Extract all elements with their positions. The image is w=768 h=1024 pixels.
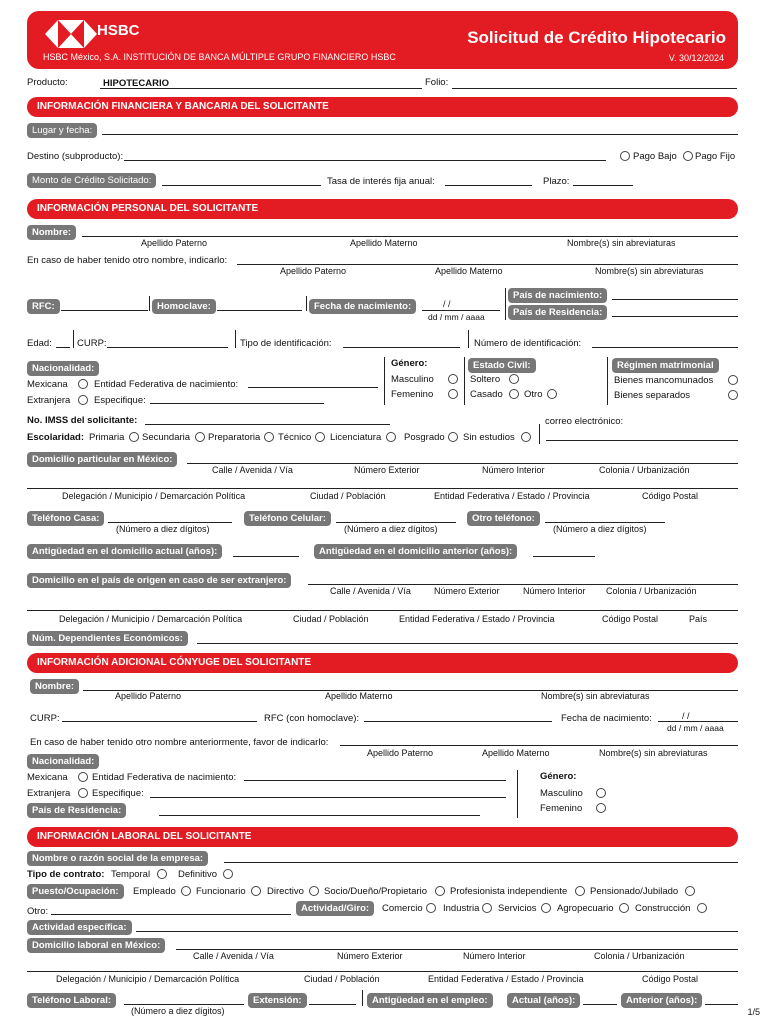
puesto-label: Puesto/Ocupación: (27, 884, 124, 899)
cony-otro-nombre-label: En caso de haber tenido otro nombre anteriormente, favor de indicarlo: (30, 737, 329, 748)
pais-nac-field[interactable] (612, 299, 738, 300)
puesto-empleado-radio[interactable] (181, 886, 191, 896)
rfc-divider (149, 296, 150, 311)
otro-estado-label: Otro (524, 389, 543, 400)
ant-actual-field[interactable] (233, 556, 299, 557)
casado-radio[interactable] (509, 389, 519, 399)
otro-ap-paterno-caption: Apellido Paterno (280, 266, 347, 276)
dom-extranjero-ciudad-field[interactable] (27, 610, 738, 611)
curp-label: CURP: (77, 338, 107, 349)
delegacion-caption: Delegación / Municipio / Demarcación Política (62, 491, 246, 501)
extranjera-radio[interactable] (78, 395, 88, 405)
giro-agropecuario-label: Agropecuario (557, 903, 614, 914)
antiguedad-empleo-label: Antigüedad en el empleo: (367, 993, 493, 1008)
puesto-profesionista-radio[interactable] (575, 886, 585, 896)
colonia-caption: Colonia / Urbanización (599, 465, 690, 475)
hsbc-logo-icon (45, 20, 97, 48)
cony-fecha-nac-label: Fecha de nacimiento: (561, 713, 652, 724)
puesto-pensionado-label: Pensionado/Jubilado (590, 886, 679, 897)
entidad-nac-label: Entidad Federativa de nacimiento: (94, 379, 239, 390)
ciudad-caption: Ciudad / Población (310, 491, 386, 501)
pago-bajo-label: Pago Bajo (633, 151, 677, 162)
section-financiera: INFORMACIÓN FINANCIERA Y BANCARIA DEL SOLICITANTE (27, 97, 738, 117)
cony-curp-label: CURP: (30, 713, 60, 724)
form-header (27, 11, 738, 69)
tel-laboral-caption: (Número a diez dígitos) (131, 1006, 225, 1016)
imss-field[interactable] (145, 424, 390, 425)
ant-actual-label: Antigüedad en el domicilio actual (años): (27, 544, 222, 559)
fecha-nac-format: dd / mm / aaaa (428, 312, 485, 322)
lugar-fecha-label: Lugar y fecha: (27, 123, 97, 138)
imss-label: No. IMSS del solicitante: (27, 415, 138, 426)
cony-rfc-label: RFC (con homoclave): (264, 713, 360, 724)
estado-civil-label: Estado Civil: (468, 358, 536, 373)
section-laboral: INFORMACIÓN LABORAL DEL SOLICITANTE (27, 827, 738, 847)
cony-curp-field[interactable] (62, 721, 257, 722)
section-personal: INFORMACIÓN PERSONAL DEL SOLICITANTE (27, 199, 738, 219)
esc-preparatoria-label: Preparatoria (208, 432, 261, 443)
soltero-radio[interactable] (509, 374, 519, 384)
mexicana-label: Mexicana (27, 379, 68, 390)
cony-nacionalidad-label: Nacionalidad: (27, 754, 99, 769)
tipo-id-field[interactable] (343, 347, 460, 348)
esc-licenciatura-label: Licenciatura (330, 432, 382, 443)
entidad-nac-field[interactable] (248, 387, 378, 388)
temporal-radio[interactable] (157, 869, 167, 879)
tel-cel-label: Teléfono Celular: (244, 511, 331, 526)
extranjera-label: Extranjera (27, 395, 71, 406)
actividad-esp-field[interactable] (136, 931, 738, 932)
femenino-label: Femenino (391, 389, 434, 400)
ext-colonia-caption: Colonia / Urbanización (606, 586, 697, 596)
escolaridad-label: Escolaridad: (27, 432, 85, 443)
homoclave-field[interactable] (217, 310, 302, 311)
otro-nombre-field[interactable] (237, 264, 738, 265)
correo-field[interactable] (546, 440, 738, 441)
lab-num-ext-caption: Número Exterior (337, 951, 403, 961)
tel-casa-caption: (Número a diez dígitos) (116, 524, 210, 534)
extension-field[interactable] (309, 1004, 356, 1005)
antiguedad-divider (362, 990, 363, 1006)
regimen-divider (607, 357, 608, 405)
puesto-funcionario-label: Funcionario (196, 886, 246, 897)
num-id-field[interactable] (592, 347, 738, 348)
puesto-funcionario-radio[interactable] (251, 886, 261, 896)
tel-casa-field[interactable] (108, 522, 232, 523)
folio-label: Folio: (425, 77, 449, 88)
tipo-id-label: Tipo de identificación: (240, 338, 332, 349)
cp-caption: Código Postal (642, 491, 699, 501)
ext-num-ext-caption: Número Exterior (434, 586, 500, 596)
giro-construccion-label: Construcción (635, 903, 691, 914)
cony-otro-nombres-caption: Nombre(s) sin abreviaturas (599, 748, 708, 758)
fecha-nac-field[interactable] (422, 310, 500, 311)
cony-mexicana-radio[interactable] (78, 772, 88, 782)
esc-tecnico-radio[interactable] (315, 432, 325, 442)
domicilio-ciudad-field[interactable] (27, 488, 738, 489)
curp-field[interactable] (107, 347, 228, 348)
actividad-esp-label: Actividad específica: (27, 920, 132, 935)
dom-extranjero-calle-field[interactable] (308, 584, 738, 585)
esc-secundaria-label: Secundaria (142, 432, 191, 443)
regimen-label: Régimen matrimonial (612, 358, 719, 373)
anterior-anios-label: Anterior (años): (621, 993, 702, 1008)
form-title: Solicitud de Crédito Hipotecario (467, 28, 726, 47)
tel-laboral-field[interactable] (124, 1004, 244, 1005)
tasa-label: Tasa de interés fija anual: (327, 176, 435, 187)
tipo-contrato-label: Tipo de contrato: (27, 869, 105, 880)
cony-genero-divider (517, 770, 518, 818)
cony-ap-materno-caption: Apellido Materno (325, 691, 393, 701)
dependientes-label: Núm. Dependientes Económicos: (27, 631, 188, 646)
edad-label: Edad: (27, 338, 52, 349)
lab-cp-caption: Código Postal (642, 974, 699, 984)
cony-genero-label: Género: (540, 771, 577, 782)
ext-delegacion-caption: Delegación / Municipio / Demarcación Política (59, 614, 243, 624)
producto-value: HIPOTECARIO (103, 78, 169, 89)
puesto-empleado-label: Empleado (133, 886, 176, 897)
estado-civil-divider (464, 357, 465, 405)
bienes-sep-radio[interactable] (728, 390, 738, 400)
edad-field[interactable] (56, 347, 70, 348)
ext-entidad-caption: Entidad Federativa / Estado / Provincia (399, 614, 555, 624)
bienes-manc-radio[interactable] (728, 375, 738, 385)
brand-name: HSBC (97, 22, 140, 39)
cony-especifique-field[interactable] (150, 797, 506, 798)
esc-primaria-radio[interactable] (129, 432, 139, 442)
lugar-fecha-field[interactable] (102, 134, 738, 135)
plazo-field[interactable] (573, 185, 633, 186)
bienes-sep-label: Bienes separados (614, 390, 691, 401)
pais-res-field[interactable] (612, 316, 738, 317)
lab-calle-caption: Calle / Avenida / Vía (193, 951, 274, 961)
fecha-nac-label: Fecha de nacimiento: (309, 299, 416, 314)
cony-fecha-nac-field[interactable] (658, 721, 738, 722)
num-id-label: Número de identificación: (474, 338, 582, 349)
cony-extranjera-label: Extranjera (27, 788, 71, 799)
ap-materno-caption: Apellido Materno (350, 238, 418, 248)
domicilio-laboral-label: Domicilio laboral en México: (27, 938, 165, 953)
casado-label: Casado (470, 389, 503, 400)
lab-colonia-caption: Colonia / Urbanización (594, 951, 685, 961)
bienes-manc-label: Bienes mancomunados (614, 375, 714, 386)
bank-subtitle: HSBC México, S.A. INSTITUCIÓN DE BANCA MÚLTIPLE GRUPO FINANCIERO HSBC (43, 52, 396, 62)
actual-anios-label: Actual (años): (507, 993, 580, 1008)
genero-divider (384, 357, 385, 405)
cony-femenino-radio[interactable] (596, 803, 606, 813)
ext-cp-caption: Código Postal (602, 614, 659, 624)
definitivo-label: Definitivo (178, 869, 218, 880)
genero-label: Género: (391, 358, 428, 369)
esc-primaria-label: Primaria (89, 432, 125, 443)
pago-bajo-radio[interactable] (620, 151, 630, 161)
masculino-radio[interactable] (448, 374, 458, 384)
giro-industria-radio[interactable] (482, 903, 492, 913)
temporal-label: Temporal (111, 869, 151, 880)
fecha-nac-slashes: / / (443, 299, 451, 309)
esc-posgrado-radio[interactable] (448, 432, 458, 442)
pais-res-label: País de Residencia: (508, 305, 607, 320)
destino-label: Destino (subproducto): (27, 151, 124, 162)
ap-paterno-caption: Apellido Paterno (141, 238, 208, 248)
correo-divider (539, 424, 540, 444)
folio-field[interactable] (452, 88, 737, 89)
empresa-label: Nombre o razón social de la empresa: (27, 851, 208, 866)
giro-industria-label: Industria (443, 903, 480, 914)
cony-otro-nombre-field[interactable] (340, 745, 738, 746)
domicilio-calle-field[interactable] (187, 463, 738, 464)
masculino-label: Masculino (391, 374, 434, 385)
cony-pais-res-field[interactable] (159, 815, 480, 816)
puesto-socio-radio[interactable] (435, 886, 445, 896)
otro-tel-caption: (Número a diez dígitos) (553, 524, 647, 534)
giro-construccion-radio[interactable] (697, 903, 707, 913)
esc-tecnico-label: Técnico (278, 432, 312, 443)
cony-extranjera-radio[interactable] (78, 788, 88, 798)
mexicana-radio[interactable] (78, 379, 88, 389)
cony-ap-paterno-caption: Apellido Paterno (115, 691, 182, 701)
rfc-label: RFC: (27, 299, 60, 314)
pais-nac-label: País de nacimiento: (508, 288, 607, 303)
section-conyuge: INFORMACIÓN ADICIONAL CÓNYUGE DEL SOLICITANTE (27, 653, 738, 673)
num-ext-caption: Número Exterior (354, 465, 420, 475)
giro-servicios-label: Servicios (498, 903, 537, 914)
domicilio-laboral-calle-field[interactable] (176, 949, 738, 950)
nombres-caption: Nombre(s) sin abreviaturas (567, 238, 676, 248)
empresa-field[interactable] (224, 862, 738, 863)
lab-entidad-caption: Entidad Federativa / Estado / Provincia (428, 974, 584, 984)
cony-masculino-radio[interactable] (596, 788, 606, 798)
correo-label: correo electrónico: (545, 416, 624, 427)
puesto-socio-label: Socio/Dueño/Propietario (324, 886, 427, 897)
nombre-label: Nombre: (27, 225, 76, 240)
page-number: 1/5 (747, 1007, 760, 1017)
tipo-id-divider (468, 330, 469, 348)
puesto-profesionista-label: Profesionista independiente (450, 886, 568, 897)
ext-num-int-caption: Número Interior (523, 586, 586, 596)
otro-ap-materno-caption: Apellido Materno (435, 266, 503, 276)
tel-cel-field[interactable] (336, 522, 456, 523)
femenino-radio[interactable] (448, 389, 458, 399)
esc-secundaria-radio[interactable] (195, 432, 205, 442)
form-version: V. 30/12/2024 (668, 53, 724, 63)
cony-fecha-slashes: / / (682, 711, 690, 721)
homoclave-divider (306, 296, 307, 311)
otro-nombre-label: En caso de haber tenido otro nombre, indicarlo: (27, 255, 228, 266)
monto-field[interactable] (162, 185, 321, 186)
puesto-pensionado-radio[interactable] (685, 886, 695, 896)
extension-label: Extensión: (248, 993, 307, 1008)
entidad-caption: Entidad Federativa / Estado / Provincia (434, 491, 590, 501)
pago-fijo-label: Pago Fijo (695, 151, 736, 162)
ext-calle-caption: Calle / Avenida / Vía (330, 586, 411, 596)
puesto-directivo-label: Directivo (267, 886, 304, 897)
calle-caption: Calle / Avenida / Vía (212, 465, 293, 475)
soltero-label: Soltero (470, 374, 501, 385)
lab-ciudad-caption: Ciudad / Población (304, 974, 380, 984)
producto-label: Producto: (27, 77, 68, 88)
actual-anios-field[interactable] (583, 1004, 617, 1005)
otro-tel-field[interactable] (545, 522, 665, 523)
nombre-field[interactable] (82, 236, 738, 237)
tasa-field[interactable] (445, 185, 532, 186)
rfc-field[interactable] (61, 310, 148, 311)
tel-casa-label: Teléfono Casa: (27, 511, 104, 526)
ant-anterior-label: Antigüedad en el domicilio anterior (años): (314, 544, 517, 559)
domicilio-laboral-ciudad-field[interactable] (27, 971, 738, 972)
esc-sin-estudios-radio[interactable] (521, 432, 531, 442)
pais-divider (505, 288, 506, 320)
anterior-anios-field[interactable] (705, 1004, 738, 1005)
otro-puesto-field[interactable] (51, 914, 291, 915)
dom-extranjero-label: Domicilio en el país de origen en caso de ser extranjero: (27, 573, 291, 588)
esc-licenciatura-radio[interactable] (386, 432, 396, 442)
cony-especifique-label: Especifique: (92, 788, 144, 799)
nacionalidad-label: Nacionalidad: (27, 361, 99, 376)
cony-nombre-label: Nombre: (30, 679, 79, 694)
puesto-directivo-radio[interactable] (309, 886, 319, 896)
otro-tel-label: Otro teléfono: (467, 511, 540, 526)
esc-preparatoria-radio[interactable] (264, 432, 274, 442)
especifique-field[interactable] (150, 403, 324, 404)
giro-servicios-radio[interactable] (541, 903, 551, 913)
ext-pais-caption: País (689, 614, 708, 624)
cony-otro-ap-materno-caption: Apellido Materno (482, 748, 550, 758)
giro-agropecuario-radio[interactable] (619, 903, 629, 913)
giro-comercio-radio[interactable] (426, 903, 436, 913)
edad-divider (73, 330, 74, 348)
definitivo-radio[interactable] (223, 869, 233, 879)
cony-mexicana-label: Mexicana (27, 772, 68, 783)
dependientes-field[interactable] (197, 643, 738, 644)
otro-estado-radio[interactable] (547, 389, 557, 399)
num-int-caption: Número Interior (482, 465, 545, 475)
cony-femenino-label: Femenino (540, 803, 583, 814)
cony-otro-ap-paterno-caption: Apellido Paterno (367, 748, 434, 758)
cony-pais-res-label: País de Residencia: (27, 803, 126, 818)
lab-num-int-caption: Número Interior (463, 951, 526, 961)
monto-label: Monto de Crédito Solicitado: (27, 173, 156, 188)
domicilio-label: Domicilio particular en México: (27, 452, 177, 467)
giro-comercio-label: Comercio (382, 903, 423, 914)
cony-masculino-label: Masculino (540, 788, 583, 799)
ext-ciudad-caption: Ciudad / Población (293, 614, 369, 624)
lab-delegacion-caption: Delegación / Municipio / Demarcación Política (56, 974, 240, 984)
pago-fijo-radio[interactable] (683, 151, 693, 161)
cony-fecha-format: dd / mm / aaaa (667, 723, 724, 733)
otro-nombres-caption: Nombre(s) sin abreviaturas (595, 266, 704, 276)
especifique-label: Especifique: (94, 395, 146, 406)
tel-cel-caption: (Número a diez dígitos) (344, 524, 438, 534)
producto-field[interactable] (100, 88, 422, 89)
tel-laboral-label: Teléfono Laboral: (27, 993, 116, 1008)
cony-nombres-caption: Nombre(s) sin abreviaturas (541, 691, 650, 701)
cony-rfc-field[interactable] (364, 721, 552, 722)
esc-posgrado-label: Posgrado (404, 432, 445, 443)
actividad-giro-label: Actividad/Giro: (296, 901, 374, 916)
cony-entidad-nac-label: Entidad Federativa de nacimiento: (92, 772, 237, 783)
plazo-label: Plazo: (543, 176, 570, 187)
homoclave-label: Homoclave: (152, 299, 216, 314)
destino-field[interactable] (124, 160, 606, 161)
curp-divider (235, 330, 236, 348)
ant-anterior-field[interactable] (533, 556, 595, 557)
esc-sin-estudios-label: Sin estudios (463, 432, 515, 443)
cony-entidad-nac-field[interactable] (244, 780, 506, 781)
otro-puesto-label: Otro: (27, 906, 49, 917)
